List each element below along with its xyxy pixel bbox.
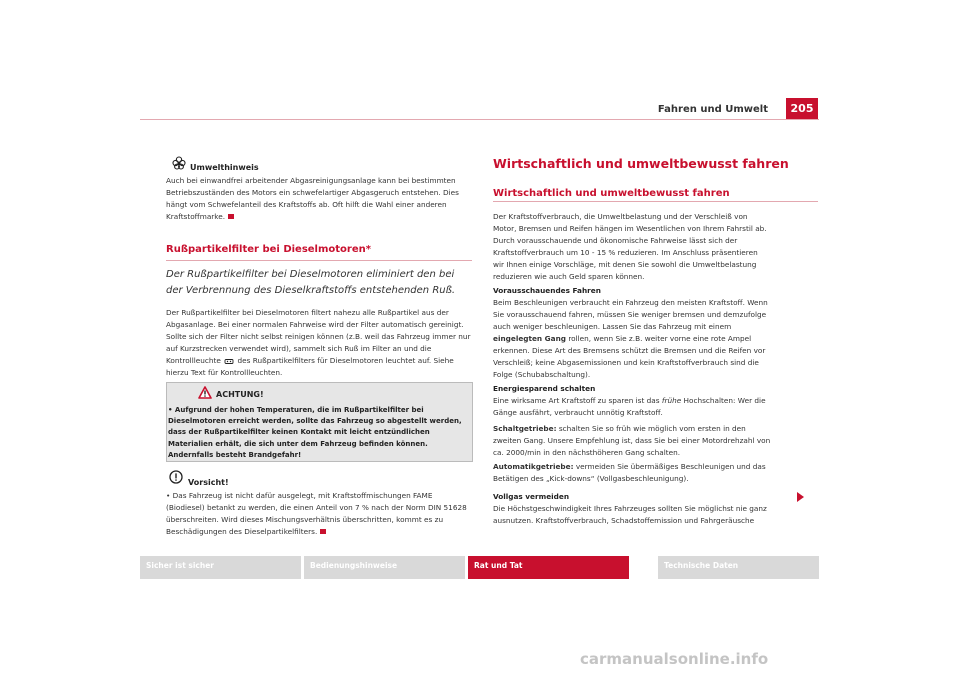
tab-label: Sicher ist sicher (146, 561, 214, 570)
tab-bedienungshinweise[interactable] (304, 556, 465, 579)
text-run: vermeiden Sie übermäßiges Beschleunigen und das Betätigen des „Kick-downs“ (Vollgasbeschleunigung). (493, 462, 766, 483)
warning-title: ACHTUNG! (216, 390, 264, 399)
tab-rat-und-tat[interactable] (468, 556, 629, 579)
section-divider (166, 260, 472, 261)
dpf-warning-light-icon (224, 358, 234, 365)
tab-label: Technische Daten (664, 561, 739, 570)
subsection-text (493, 297, 771, 381)
section-heading: Wirtschaftlich und umweltbewusst fahren (493, 188, 730, 199)
caution-body: Das Fahrzeug ist nicht dafür ausgelegt, mit Kraftstoffmischungen FAME (Biodiesel) betankt zu werden, die einen Anteil von 7 % nach der Norm DIN 51628 überschreiten. Wird dieses Mischungsverhältnis überschritten, kommt es zu Beschädigungen des Dieselpartikelfilters. (166, 491, 467, 536)
automatic-gearbox-paragraph (493, 461, 771, 485)
bullet-icon: • (166, 491, 173, 500)
bullet-icon: • (168, 406, 175, 414)
caution-exclamation-icon (169, 470, 183, 484)
caution-text (166, 490, 472, 538)
bold-term: eingelegten Gang (493, 334, 566, 343)
subsection-anticipatory-driving (493, 285, 771, 381)
section-text-dpf (166, 307, 472, 379)
bold-term: Schaltgetriebe: (493, 424, 557, 433)
subsection-title: Vollgas vermeiden (493, 492, 570, 501)
chapter-heading: Wirtschaftlich und umweltbewusst fahren (493, 156, 789, 171)
section-lead-dpf: Der Rußpartikelfilter bei Dieselmotoren eliminiert den bei der Verbrennung des Dieselkraftstoffs entstehenden Ruß. (166, 269, 456, 296)
warning-body: Aufgrund der hohen Temperaturen, die im Rußpartikelfilter bei Dieselmotoren erreicht werden, sollte das Fahrzeug so abgestellt werden, dass der Rußpartikelfilter keinen Kontakt mit leicht entzündlichen Materialien erhält, die sich unter dem Fahrzeug befinden können. Andernfalls besteht Brandgefahr! (168, 406, 462, 459)
section-divider (493, 201, 818, 202)
bold-term: Automatikgetriebe: (493, 462, 574, 471)
running-header-title: Fahren und Umwelt (657, 104, 768, 115)
warning-triangle-icon (198, 386, 212, 399)
warning-text (168, 405, 468, 461)
tab-label: Bedienungshinweise (310, 561, 398, 570)
manual-gearbox-paragraph (493, 423, 771, 459)
tab-label: Rat und Tat (474, 561, 523, 570)
tab-sicher-ist-sicher[interactable] (140, 556, 301, 579)
watermark: carmanualsonline.info (580, 650, 769, 668)
page-number: 205 (786, 98, 818, 119)
text-run: schalten Sie so früh wie möglich vom ersten in den zweiten Gang. Unsere Empfehlung ist, dass Sie bei einer Motordrehzahl von ca. 2000/min in den nächsthöheren Gang schalten. (493, 424, 771, 457)
tab-technische-daten[interactable] (658, 556, 819, 579)
environment-note-body: Auch bei einwandfrei arbeitender Abgasreinigungsanlage kann bei bestimmten Betriebszuständen des Motors ein schwefelartiger Abgasgeruch entstehen. Dies hängt vom Schwefelanteil des Kraftstoffs ab. Oft hilft die Wahl einer anderen Kraftstoffmarke. (166, 176, 459, 221)
text-run: Hochschalten: Wer die Gänge ausfährt, verbraucht unnötig Kraftstoff. (493, 396, 766, 417)
subsection-title: Energiesparend schalten (493, 384, 596, 393)
environment-note-title: Umwelthinweis (190, 163, 259, 172)
italic-term: frühe (661, 396, 682, 405)
section-text-dpf-a: Der Rußpartikelfilter bei Dieselmotoren filtert nahezu alle Rußpartikel aus der Abgasanlage. Bei einer normalen Fahrweise wird der Filter automatisch gereinigt. Sollte sich der Filter nicht selbst reinigen können (z.B. weil das Fahrzeug immer nur auf Kurzstrecken verwendet wird), sammelt sich Ruß im Filter an und die Kontrollleuchte (166, 308, 471, 365)
text-run: Beim Beschleunigen verbraucht ein Fahrzeug den meisten Kraftstoff. Wenn Sie vorausschauend fahren, müssen Sie weniger bremsen und demzufolge auch weniger beschleunigen. Lassen Sie das Fahrzeug mit einem (493, 298, 768, 331)
section-end-marker (228, 214, 234, 219)
flower-environment-icon (172, 156, 186, 170)
section-title-dpf: Rußpartikelfilter bei Dieselmotoren* (166, 244, 371, 255)
environment-note-text (166, 175, 472, 223)
caution-title: Vorsicht! (188, 478, 229, 487)
subsection-text (493, 395, 771, 419)
subsection-avoid-full-throttle (493, 491, 771, 527)
intro-paragraph: Der Kraftstoffverbrauch, die Umweltbelastung und der Verschleiß von Motor, Bremsen und Reifen hängen im Wesentlichen von Ihrem Fahrstil ab. Durch vorausschauende und ökonomische Fahrweise lässt sich der Kraftstoffverbrauch um 10 - 15 % reduzieren. Im Anschluss präsentieren wir Ihnen einige Vorschläge, mit denen Sie sowohl die Umweltbelastung reduzieren wie auch Geld sparen können. (493, 212, 767, 281)
subsection-text: Die Höchstgeschwindigkeit Ihres Fahrzeuges sollten Sie möglichst nie ganz ausnutzen. Kraftstoffverbrauch, Schadstoffemission und Fahrgeräusche (493, 504, 767, 525)
subsection-title: Vorausschauendes Fahren (493, 286, 601, 295)
continue-arrow-icon (797, 492, 804, 502)
text-run: Eine wirksame Art Kraftstoff zu sparen ist das (493, 396, 660, 405)
section-end-marker (320, 529, 326, 534)
text-run: rollen, wenn Sie z.B. weiter vorne eine rote Ampel erkennen. Diese Art des Bremsens schützt die Bremsen und die Reifen vor Verschleiß; keine Abgasemissionen und kein Kraftstoffverbrauch sind die Folge (Schubabschaltung). (493, 334, 766, 379)
header-divider (140, 119, 819, 120)
section-text-dpf-b: des Rußpartikelfilters für Dieselmotoren leuchtet auf. Siehe hierzu Text für Kontrollleuchten. (166, 356, 454, 377)
subsection-energy-saving-shifting (493, 383, 771, 419)
